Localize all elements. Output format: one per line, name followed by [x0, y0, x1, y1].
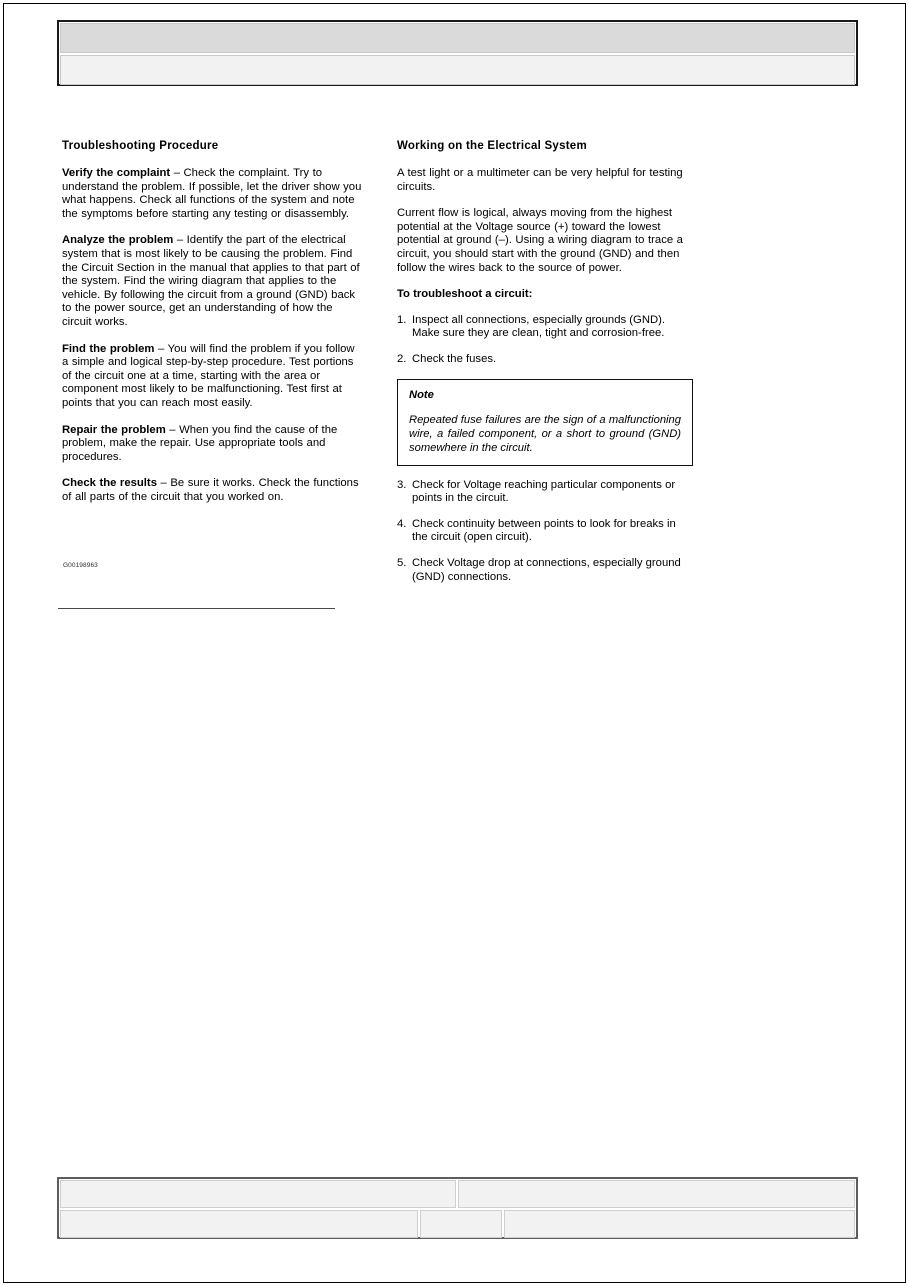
paragraph-text: – Identify the part of the electrical system that is most likely to be causing the problem. Find the Circuit Section in the manual that applies to that part of the system. Find the wiring diagram that applies to the vehicle. By following the circuit from a ground (GND) back to the power source, get an understanding of how the circuit works.	[62, 234, 360, 328]
paragraph-text: – When you find the cause of the problem, make the repair. Use appropriate tools and procedures.	[62, 423, 338, 463]
list-item	[397, 518, 693, 545]
list-item-text: Check continuity between points to look for breaks in the circuit (open circuit).	[412, 517, 676, 544]
section-divider-rule	[58, 608, 335, 609]
paragraph-lead: Check the results	[62, 477, 157, 490]
paragraph-text: – Be sure it works. Check the functions of all parts of the circuit that you worked on.	[62, 477, 359, 503]
header-table-row-2[interactable]	[60, 55, 855, 85]
list-item-text: Check the fuses.	[412, 352, 497, 365]
paragraph-check-the-results	[62, 477, 363, 504]
paragraph-repair-the-problem	[62, 424, 363, 465]
paragraph-text: – You will find the problem if you follow a simple and logical step-by-step procedure. Test portions of the circuit one at a time, starting with the area or component most likely to be malfunctioning. Test first at points that you can reach most easily.	[62, 342, 355, 409]
list-item-number: 5.	[397, 556, 407, 569]
footer-table	[57, 1177, 858, 1239]
list-item-text: Check Voltage drop at connections, especially ground (GND) connections.	[412, 556, 681, 583]
footer-cell-r1c1[interactable]	[60, 1180, 456, 1208]
list-item-number: 4.	[397, 517, 407, 530]
paragraph-lead: Find the problem	[62, 342, 155, 355]
note-box	[397, 379, 693, 466]
header-table	[57, 20, 858, 86]
footer-table-row-2	[60, 1210, 855, 1238]
right-column-heading: Working on the Electrical System	[397, 140, 587, 152]
footer-cell-r2c3[interactable]	[504, 1210, 855, 1238]
note-box-body: Repeated fuse failures are the sign of a malfunctioning wire, a failed component, or a short to ground (GND) somewhere in the circuit.	[409, 413, 681, 454]
paragraph-current-flow: Current flow is logical, always moving from the highest potential at the Voltage source (+) toward the lowest potential at ground (–). Using a wiring diagram to trace a circuit, you should start with the ground (GND) and then follow the wires back to the source of power.	[397, 207, 683, 274]
paragraph-lead: Repair the problem	[62, 423, 166, 436]
right-column	[397, 140, 693, 596]
list-item-number: 1.	[397, 313, 407, 326]
left-column	[62, 140, 363, 504]
steps-list-after-note	[397, 479, 693, 585]
paragraph-lead: Analyze the problem	[62, 234, 174, 247]
list-heading-troubleshoot-circuit: To troubleshoot a circuit:	[397, 288, 533, 301]
steps-list-before-note	[397, 314, 693, 367]
left-column-heading: Troubleshooting Procedure	[62, 140, 219, 152]
list-item-number: 2.	[397, 352, 407, 365]
footer-table-row-1	[60, 1180, 855, 1208]
paragraph-test-light: A test light or a multimeter can be very helpful for testing circuits.	[397, 167, 683, 193]
list-item	[397, 314, 693, 341]
note-box-title: Note	[409, 388, 434, 401]
list-item-text: Check for Voltage reaching particular components or points in the circuit.	[412, 478, 676, 505]
footer-cell-r1c2[interactable]	[458, 1180, 855, 1208]
paragraph-lead: Verify the complaint	[62, 167, 171, 179]
footer-cell-r2c1[interactable]	[60, 1210, 418, 1238]
list-item-number: 3.	[397, 478, 407, 491]
list-item	[397, 557, 693, 584]
list-item	[397, 353, 693, 367]
footer-cell-r2c2[interactable]	[420, 1210, 502, 1238]
list-item-text: Inspect all connections, especially grounds (GND). Make sure they are clean, tight and corrosion-free.	[412, 313, 666, 340]
figure-id-label: G00198963	[63, 562, 98, 569]
paragraph-verify-the-complaint	[62, 167, 363, 221]
paragraph-find-the-problem	[62, 343, 363, 411]
list-item	[397, 479, 693, 506]
header-table-row-1[interactable]	[60, 23, 855, 53]
paragraph-analyze-the-problem	[62, 234, 363, 329]
paragraph-text: – Check the complaint. Try to understand the problem. If possible, let the driver show you what happens. Check all functions of the system and note the symptoms before starting any testing or disassembly.	[62, 167, 362, 220]
